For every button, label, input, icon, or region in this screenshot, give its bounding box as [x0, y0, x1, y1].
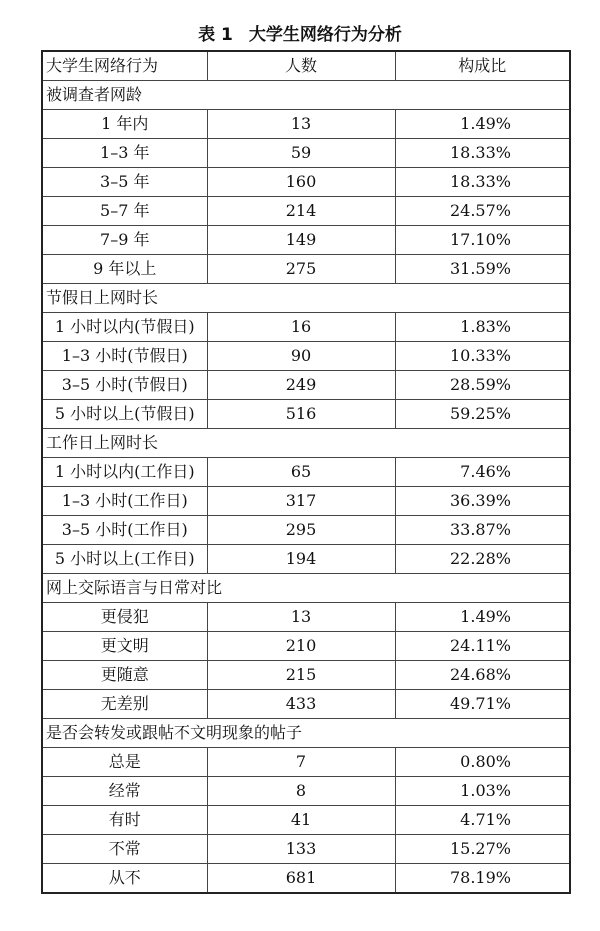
row-ratio: 4.71% — [395, 806, 570, 835]
row-count: 210 — [207, 632, 395, 661]
row-count: 13 — [207, 110, 395, 139]
row-label: 9 年以上 — [42, 255, 207, 284]
table-row — [42, 603, 570, 632]
group-row — [42, 284, 570, 313]
row-label: 无差别 — [42, 690, 207, 719]
row-count: 317 — [207, 487, 395, 516]
row-ratio: 31.59% — [395, 255, 570, 284]
row-ratio: 24.11% — [395, 632, 570, 661]
table-row — [42, 458, 570, 487]
table-row — [42, 226, 570, 255]
group-title: 是否会转发或跟帖不文明现象的帖子 — [42, 719, 570, 748]
table-row — [42, 777, 570, 806]
table-row — [42, 110, 570, 139]
group-row — [42, 574, 570, 603]
row-label: 不常 — [42, 835, 207, 864]
table-row — [42, 835, 570, 864]
row-ratio: 22.28% — [395, 545, 570, 574]
row-ratio: 78.19% — [395, 864, 570, 894]
row-label: 1–3 小时(工作日) — [42, 487, 207, 516]
row-count: 41 — [207, 806, 395, 835]
row-ratio: 1.49% — [395, 110, 570, 139]
row-ratio: 36.39% — [395, 487, 570, 516]
table-row — [42, 197, 570, 226]
row-count: 59 — [207, 139, 395, 168]
row-count: 65 — [207, 458, 395, 487]
row-label: 5 小时以上(节假日) — [42, 400, 207, 429]
row-label: 经常 — [42, 777, 207, 806]
row-label: 3–5 小时(工作日) — [42, 516, 207, 545]
row-label: 有时 — [42, 806, 207, 835]
table-body — [42, 81, 570, 894]
table-row — [42, 313, 570, 342]
table-row — [42, 806, 570, 835]
group-row — [42, 429, 570, 458]
table-row — [42, 255, 570, 284]
row-count: 7 — [207, 748, 395, 777]
table-row — [42, 661, 570, 690]
row-ratio: 7.46% — [395, 458, 570, 487]
row-ratio: 1.49% — [395, 603, 570, 632]
row-label: 更随意 — [42, 661, 207, 690]
row-ratio: 28.59% — [395, 371, 570, 400]
row-count: 194 — [207, 545, 395, 574]
table-title: 大学生网络行为分析 — [248, 25, 402, 45]
table-caption — [0, 22, 600, 48]
column-header-behavior: 大学生网络行为 — [42, 51, 207, 81]
row-label: 1 小时以内(节假日) — [42, 313, 207, 342]
table-number: 表 1 — [198, 25, 233, 45]
table-row — [42, 139, 570, 168]
behavior-table — [41, 50, 571, 894]
row-ratio: 17.10% — [395, 226, 570, 255]
row-ratio: 1.83% — [395, 313, 570, 342]
row-count: 275 — [207, 255, 395, 284]
column-header-ratio: 构成比 — [395, 51, 570, 81]
group-title: 网上交际语言与日常对比 — [42, 574, 570, 603]
row-ratio: 59.25% — [395, 400, 570, 429]
row-label: 更侵犯 — [42, 603, 207, 632]
group-title: 节假日上网时长 — [42, 284, 570, 313]
row-label: 从不 — [42, 864, 207, 894]
row-ratio: 33.87% — [395, 516, 570, 545]
row-count: 90 — [207, 342, 395, 371]
table-row — [42, 690, 570, 719]
table-row — [42, 748, 570, 777]
row-ratio: 18.33% — [395, 168, 570, 197]
row-count: 295 — [207, 516, 395, 545]
row-ratio: 10.33% — [395, 342, 570, 371]
group-title: 被调查者网龄 — [42, 81, 570, 110]
row-label: 总是 — [42, 748, 207, 777]
row-label: 3–5 小时(节假日) — [42, 371, 207, 400]
header-row — [42, 51, 570, 81]
row-count: 16 — [207, 313, 395, 342]
row-ratio: 1.03% — [395, 777, 570, 806]
row-label: 1 年内 — [42, 110, 207, 139]
row-count: 13 — [207, 603, 395, 632]
table-row — [42, 342, 570, 371]
row-count: 215 — [207, 661, 395, 690]
table-row — [42, 632, 570, 661]
row-count: 160 — [207, 168, 395, 197]
row-label: 更文明 — [42, 632, 207, 661]
row-count: 681 — [207, 864, 395, 894]
table-row — [42, 371, 570, 400]
table-row — [42, 168, 570, 197]
table-row — [42, 545, 570, 574]
row-ratio: 18.33% — [395, 139, 570, 168]
row-count: 149 — [207, 226, 395, 255]
column-header-count: 人数 — [207, 51, 395, 81]
row-count: 433 — [207, 690, 395, 719]
group-title: 工作日上网时长 — [42, 429, 570, 458]
row-count: 133 — [207, 835, 395, 864]
row-label: 1–3 年 — [42, 139, 207, 168]
group-row — [42, 81, 570, 110]
table-row — [42, 516, 570, 545]
row-label: 5 小时以上(工作日) — [42, 545, 207, 574]
row-count: 516 — [207, 400, 395, 429]
row-label: 7–9 年 — [42, 226, 207, 255]
row-label: 3–5 年 — [42, 168, 207, 197]
row-count: 249 — [207, 371, 395, 400]
row-ratio: 49.71% — [395, 690, 570, 719]
group-row — [42, 719, 570, 748]
row-count: 214 — [207, 197, 395, 226]
row-count: 8 — [207, 777, 395, 806]
row-ratio: 24.68% — [395, 661, 570, 690]
row-ratio: 24.57% — [395, 197, 570, 226]
row-label: 1 小时以内(工作日) — [42, 458, 207, 487]
row-ratio: 15.27% — [395, 835, 570, 864]
row-label: 5–7 年 — [42, 197, 207, 226]
table-row — [42, 487, 570, 516]
row-label: 1–3 小时(节假日) — [42, 342, 207, 371]
table-row — [42, 864, 570, 894]
table-row — [42, 400, 570, 429]
row-ratio: 0.80% — [395, 748, 570, 777]
